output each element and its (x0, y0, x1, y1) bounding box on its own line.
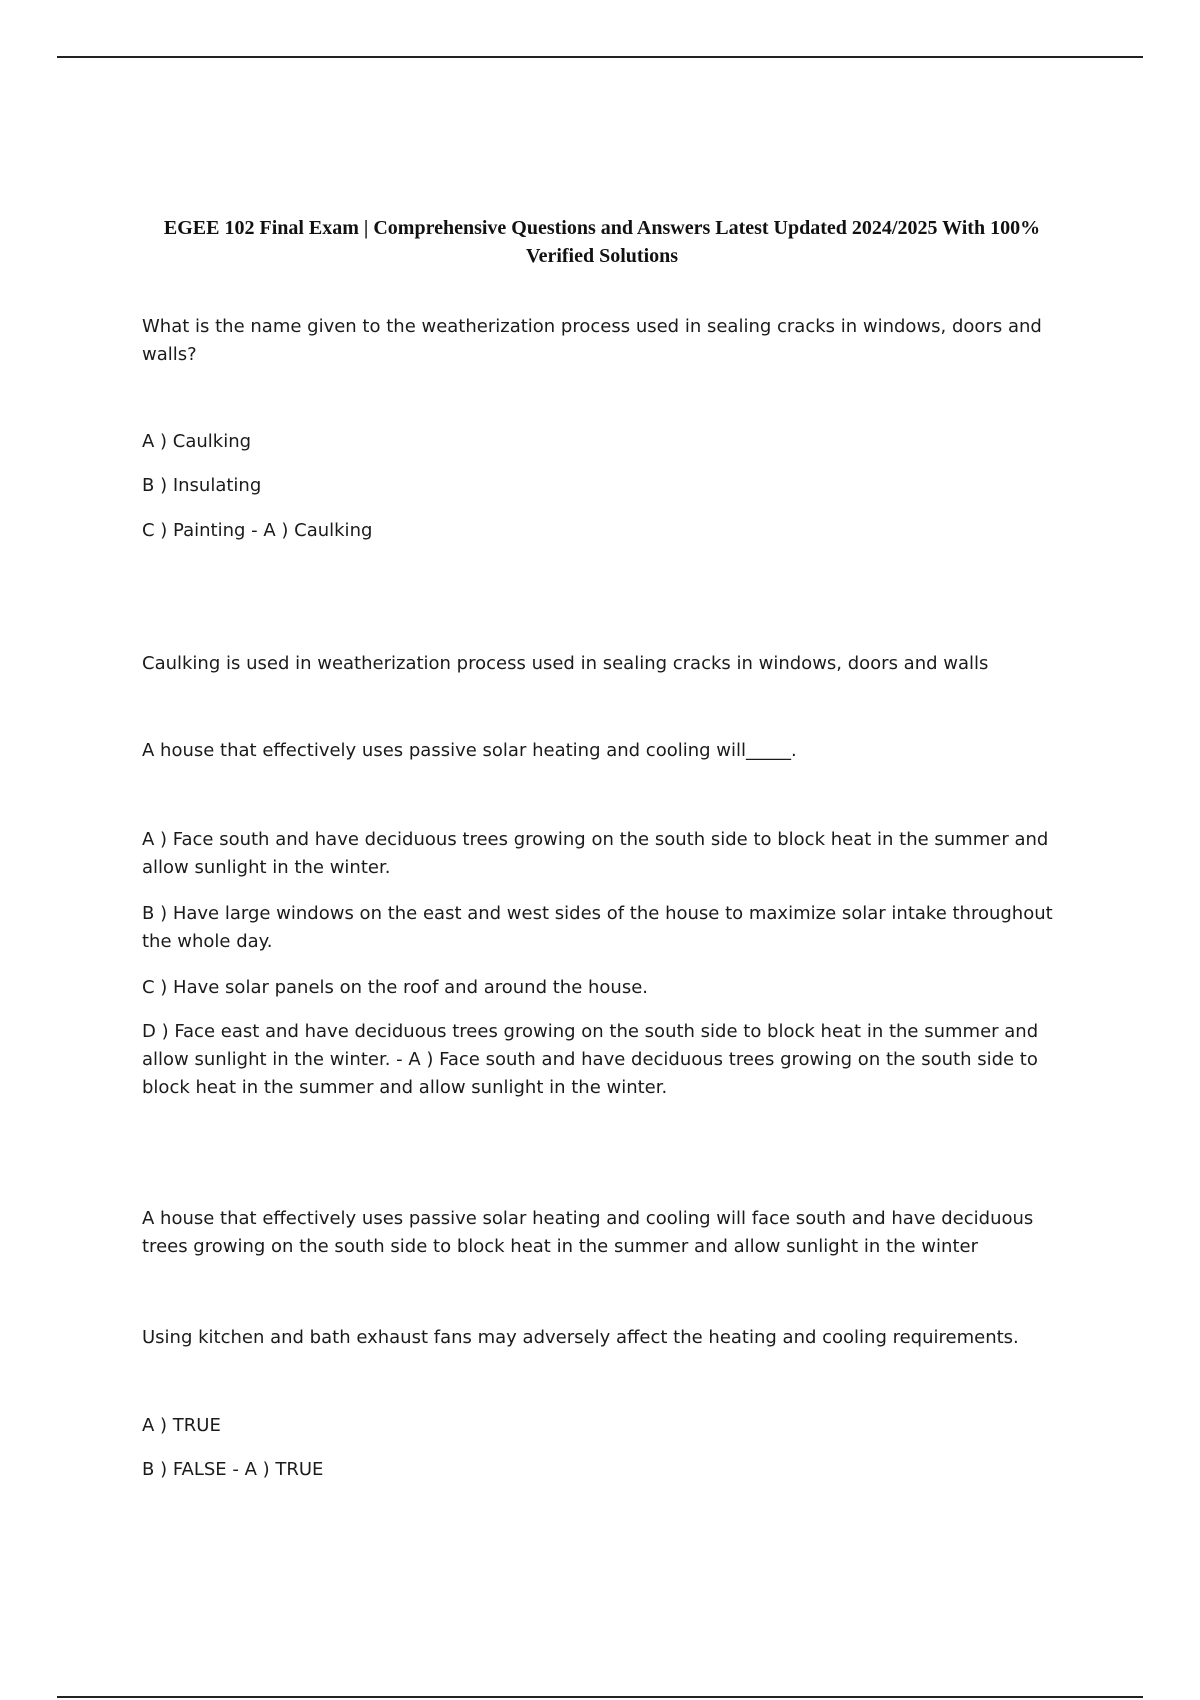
q1-option-c-answer: C ) Painting - A ) Caulking (142, 520, 373, 541)
bottom-rule (57, 1696, 1143, 1698)
q1-question: What is the name given to the weatherization process used in sealing cracks in windows, doors and walls? (142, 316, 1042, 365)
q3-option-a: A ) TRUE (142, 1415, 221, 1436)
q1-option-a: A ) Caulking (142, 431, 252, 452)
q3-option-b-answer: B ) FALSE - A ) TRUE (142, 1459, 324, 1480)
top-rule (57, 56, 1143, 58)
q2-explanation: A house that effectively uses passive solar heating and cooling will face south and have deciduous trees growing on the south side to block heat in the summer and allow sunlight in the winter (142, 1208, 1034, 1257)
q3-question: Using kitchen and bath exhaust fans may adversely affect the heating and cooling requirements. (142, 1327, 1019, 1348)
q2-option-d-answer: D ) Face east and have deciduous trees growing on the south side to block heat in the summer and allow sunlight in the winter. - A ) Face south and have deciduous trees growing on the south side to block heat in the summer and allow sunlight in the winter. (142, 1021, 1039, 1098)
q2-option-c: C ) Have solar panels on the roof and around the house. (142, 977, 648, 998)
q2-option-a: A ) Face south and have deciduous trees growing on the south side to block heat in the summer and allow sunlight in the winter. (142, 829, 1049, 878)
q1-option-b: B ) Insulating (142, 475, 262, 496)
document-title: EGEE 102 Final Exam | Comprehensive Questions and Answers Latest Updated 2024/2025 With 100% Verified Solutions (163, 217, 1041, 267)
q2-question: A house that effectively uses passive solar heating and cooling will_____. (142, 740, 797, 761)
q2-option-b: B ) Have large windows on the east and west sides of the house to maximize solar intake throughout the whole day. (142, 903, 1053, 952)
q1-explanation: Caulking is used in weatherization process used in sealing cracks in windows, doors and walls (142, 653, 989, 674)
